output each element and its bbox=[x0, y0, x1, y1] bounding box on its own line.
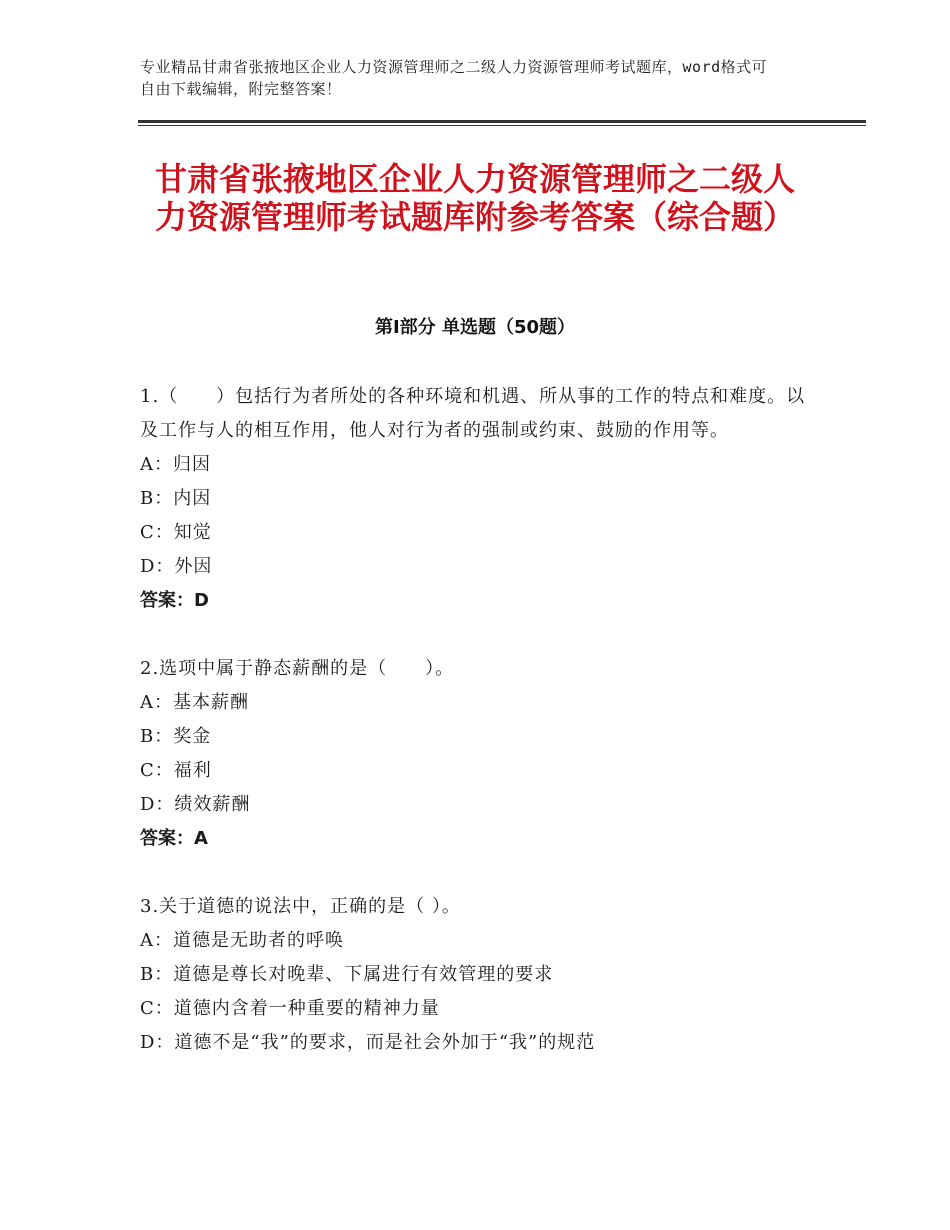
header-rule-thick bbox=[138, 120, 866, 123]
question-3 bbox=[140, 890, 810, 1060]
option-d: D：绩效薪酬 bbox=[140, 794, 251, 815]
question-stem: 2.选项中属于静态薪酬的是（ ）。 bbox=[140, 658, 455, 679]
option-d: D：外因 bbox=[140, 556, 213, 577]
header-rule-thin bbox=[138, 125, 866, 126]
option-b: B：道德是尊长对晚辈、下属进行有效管理的要求 bbox=[140, 964, 554, 985]
document-title: 甘肃省张掖地区企业人力资源管理师之二级人力资源管理师考试题库附参考答案（综合题） bbox=[154, 160, 795, 236]
question-stem: 1.（ ）包括行为者所处的各种环境和机遇、所从事的工作的特点和难度。以及工作与人的相互作用，他人对行为者的强制或约束、鼓励的作用等。 bbox=[140, 386, 806, 441]
header-note: 专业精品甘肃省张掖地区企业人力资源管理师之二级人力资源管理师考试题库，word格式可自由下载编辑，附完整答案！ bbox=[140, 58, 768, 98]
option-a: A：基本薪酬 bbox=[140, 692, 249, 713]
question-stem: 3.关于道德的说法中，正确的是（ ）。 bbox=[140, 896, 461, 917]
option-a: A：归因 bbox=[140, 454, 211, 475]
answer-label: 答案：D bbox=[140, 590, 209, 611]
section-title: 第Ⅰ部分 单选题（50题） bbox=[374, 317, 575, 338]
option-d: D：道德不是“我”的要求，而是社会外加于“我”的规范 bbox=[140, 1032, 596, 1053]
question-list bbox=[140, 380, 810, 1094]
option-c: C：道德内含着一种重要的精神力量 bbox=[140, 998, 440, 1019]
option-b: B：内因 bbox=[140, 488, 212, 509]
option-c: C：福利 bbox=[140, 760, 212, 781]
option-c: C：知觉 bbox=[140, 522, 212, 543]
option-a: A：道德是无助者的呼唤 bbox=[140, 930, 344, 951]
option-b: B：奖金 bbox=[140, 726, 212, 747]
question-2 bbox=[140, 652, 810, 856]
question-1 bbox=[140, 380, 810, 618]
answer-label: 答案：A bbox=[140, 828, 208, 849]
